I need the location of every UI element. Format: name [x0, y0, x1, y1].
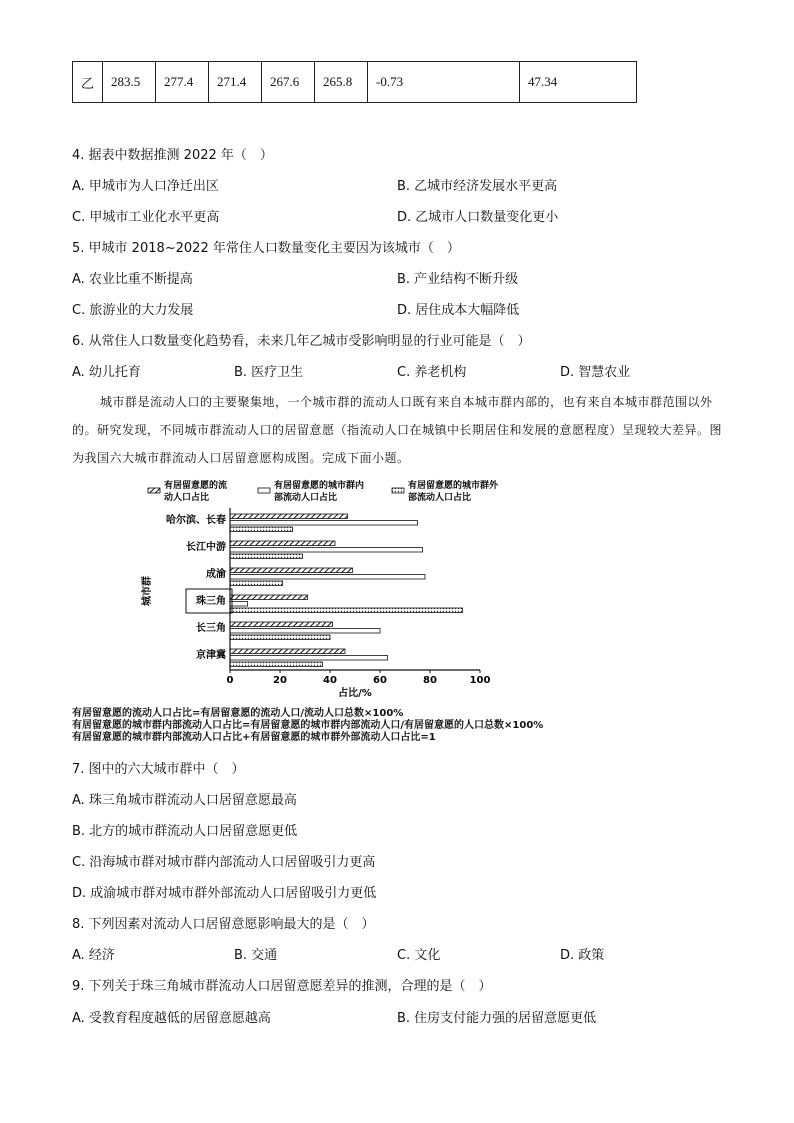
residence-willingness-chart [130, 478, 530, 700]
table-cell: 乙 [73, 62, 103, 103]
bar [230, 662, 323, 667]
passage: 城市群是流动人口的主要聚集地，一个城市群的流动人口既有来自本城市群内部的，也有来自本城市群范围以外的。研究发现，不同城市群流动人口的居留意愿（指流动人口在城镇中长期居住和发展的意愿程度）呈现较大差异。图为我国六大城市群流动人口居留意愿构成图。完成下面小题。 [72, 395, 723, 465]
q7-option-c[interactable]: C. 沿海城市群对城市群内部流动人口居留吸引力更高 [72, 855, 376, 870]
table-cell: 271.4 [209, 62, 262, 103]
legend-label: 部流动人口占比 [274, 493, 338, 503]
q5-option-d[interactable]: D. 居住成本大幅降低 [397, 303, 520, 318]
q4-option-a[interactable]: A. 甲城市为人口净迁出区 [72, 179, 219, 194]
bar [230, 656, 388, 661]
x-tick-label: 40 [323, 675, 337, 686]
q6-option-a[interactable]: A. 幼儿托育 [72, 365, 141, 380]
q7-option-d[interactable]: D. 成渝城市群对城市群外部流动人口居留吸引力更低 [72, 886, 377, 901]
q5-option-a[interactable]: A. 农业比重不断提高 [72, 272, 193, 287]
bar [230, 521, 418, 526]
category-label: 成渝 [206, 569, 226, 580]
q7-option-a[interactable]: A. 珠三角城市群流动人口居留意愿最高 [72, 793, 297, 808]
q6-option-c[interactable]: C. 养老机构 [397, 365, 467, 380]
category-label: 长三角 [196, 623, 226, 634]
q8-stem: 8. 下列因素对流动人口居留意愿影响最大的是（ ） [72, 917, 375, 932]
table-cell: 265.8 [315, 62, 368, 103]
bar [230, 514, 348, 519]
y-axis-label: 城市群 [142, 576, 153, 606]
chart-axes [140, 508, 490, 699]
bar [230, 629, 380, 634]
bar [230, 602, 248, 607]
q8-option-b[interactable]: B. 交通 [234, 948, 278, 963]
bar [230, 622, 333, 627]
bar [230, 581, 283, 586]
bar [230, 548, 423, 553]
q5-option-b[interactable]: B. 产业结构不断升级 [397, 272, 519, 287]
q6-stem: 6. 从常住人口数量变化趋势看，未来几年乙城市受影响明显的行业可能是（ ） [72, 334, 531, 349]
q7-stem: 7. 图中的六大城市群中（ ） [72, 762, 245, 777]
table-cell: -0.73 [368, 62, 520, 103]
table-cell: 47.34 [520, 62, 637, 103]
legend-swatch [148, 488, 160, 493]
table-cell: 283.5 [103, 62, 156, 103]
chart-note-2: 有居留意愿的城市群内部流动人口占比=有居留意愿的城市群内部流动人口/有居留意愿的人口总数×100% [72, 720, 544, 731]
q4-stem: 4. 据表中数据推测 2022 年（ ） [72, 148, 273, 163]
q9-stem: 9. 下列关于珠三角城市群流动人口居留意愿差异的推测，合理的是（ ） [72, 979, 492, 994]
q6-option-b[interactable]: B. 医疗卫生 [234, 365, 304, 380]
category-label: 长江中游 [186, 542, 226, 553]
q4-option-c[interactable]: C. 甲城市工业化水平更高 [72, 210, 220, 225]
bar [230, 554, 303, 559]
chart-bars [166, 513, 463, 667]
x-tick-label: 0 [226, 675, 234, 686]
category-label: 京津冀 [196, 650, 226, 661]
q5-option-c[interactable]: C. 旅游业的大力发展 [72, 303, 194, 318]
legend-label: 动人口占比 [164, 493, 210, 503]
bar [230, 541, 335, 546]
legend-label: 部流动人口占比 [408, 493, 472, 503]
q8-option-c[interactable]: C. 文化 [397, 948, 441, 963]
x-tick-label: 20 [273, 675, 287, 686]
x-axis-label: 占比/% [338, 688, 372, 699]
legend-swatch [392, 488, 404, 493]
chart-note-1: 有居留意愿的流动人口占比=有居留意愿的流动人口/流动人口总数×100% [72, 708, 404, 719]
q8-option-a[interactable]: A. 经济 [72, 948, 115, 963]
x-tick-label: 60 [373, 675, 387, 686]
table-row [73, 62, 637, 103]
q6-option-d[interactable]: D. 智慧农业 [560, 365, 631, 380]
chart-note-3: 有居留意愿的城市群内部流动人口占比+有居留意愿的城市群外部流动人口占比=1 [72, 732, 436, 743]
bar [230, 595, 308, 600]
table-cell: 267.6 [262, 62, 315, 103]
q9-option-b[interactable]: B. 住房支付能力强的居留意愿更低 [397, 1011, 597, 1026]
table-cell: 277.4 [156, 62, 209, 103]
bar [230, 649, 345, 654]
category-label: 哈尔滨、长春 [166, 515, 226, 526]
q9-option-a[interactable]: A. 受教育程度越低的居留意愿越高 [72, 1011, 271, 1026]
bar [230, 635, 330, 640]
q5-stem: 5. 甲城市 2018~2022 年常住人口数量变化主要因为该城市（ ） [72, 241, 460, 256]
bar [230, 575, 425, 580]
legend-label: 有居留意愿的城市群内 [274, 481, 365, 491]
legend-label: 有居留意愿的流 [164, 481, 228, 491]
x-tick-label: 80 [423, 675, 437, 686]
q4-option-d[interactable]: D. 乙城市人口数量变化更小 [397, 210, 559, 225]
category-label: 珠三角 [196, 596, 226, 607]
q4-option-b[interactable]: B. 乙城市经济发展水平更高 [397, 179, 558, 194]
legend-label: 有居留意愿的城市群外 [408, 481, 499, 491]
bar [230, 527, 293, 532]
bar [230, 568, 353, 573]
legend-swatch [258, 488, 270, 493]
x-tick-label: 100 [469, 675, 491, 686]
population-table [72, 61, 637, 103]
q8-option-d[interactable]: D. 政策 [560, 948, 605, 963]
q7-option-b[interactable]: B. 北方的城市群流动人口居留意愿更低 [72, 824, 298, 839]
chart-legend [148, 479, 499, 503]
bar [230, 608, 463, 613]
